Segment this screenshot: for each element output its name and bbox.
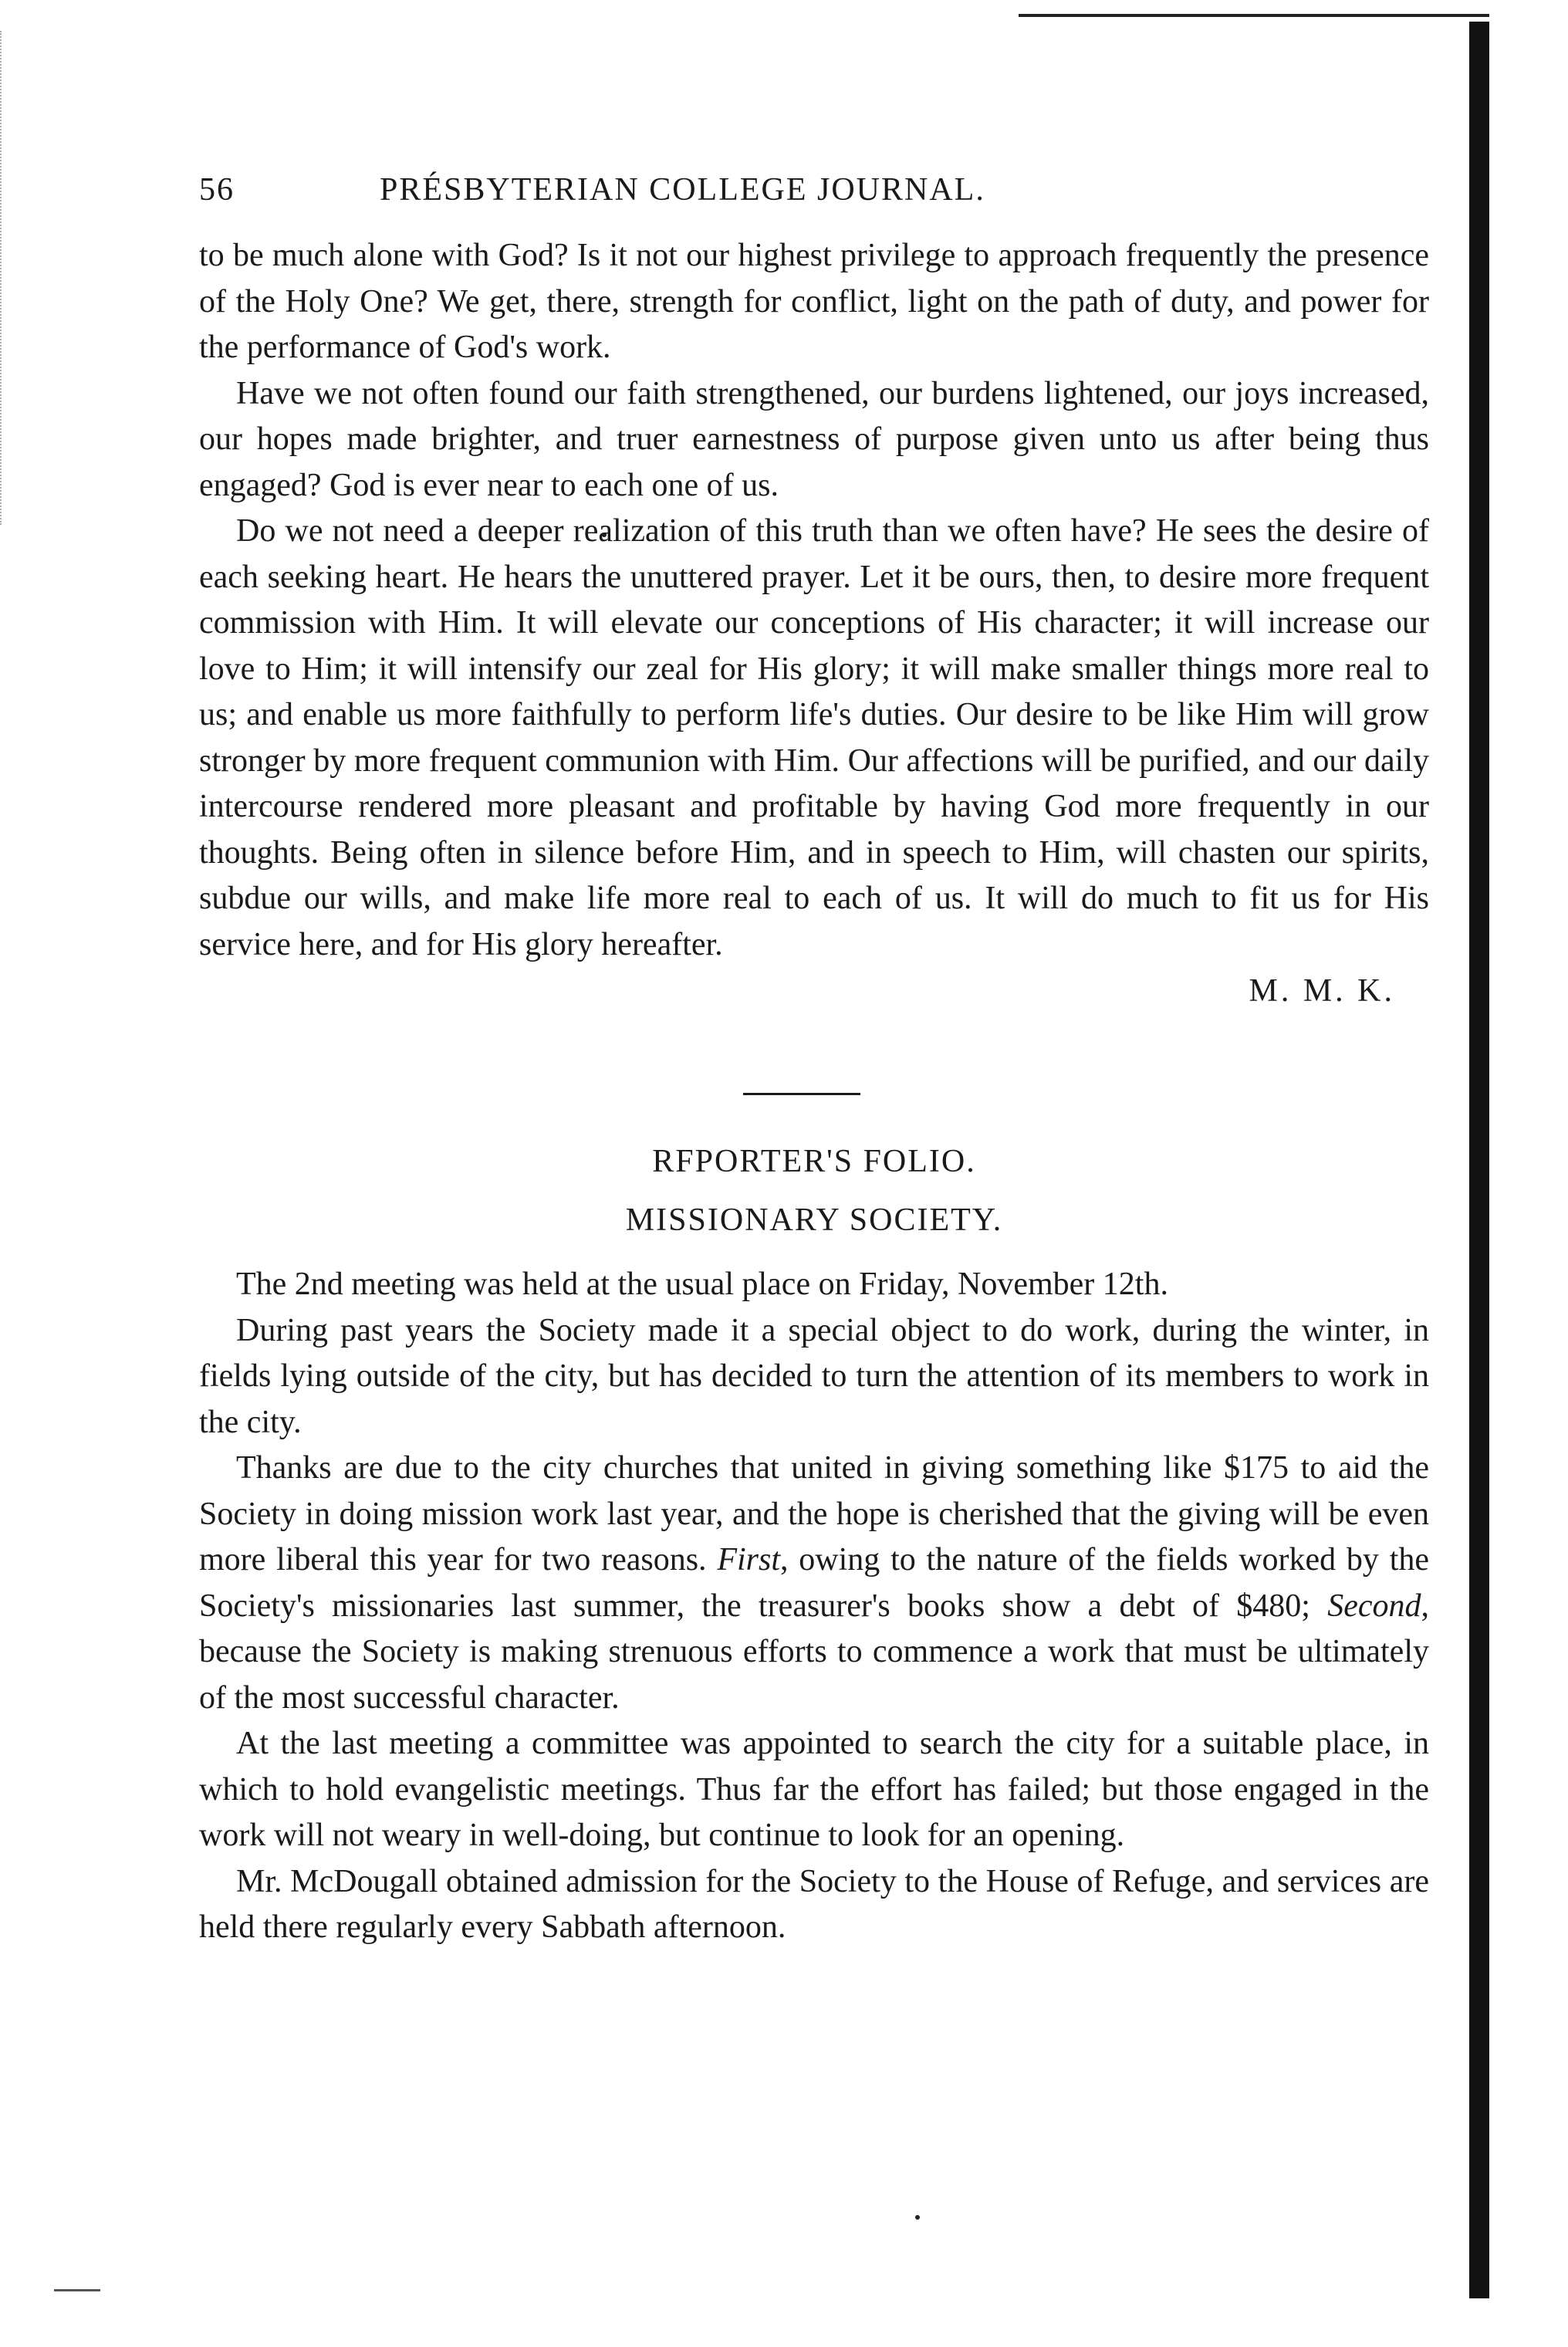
folio-paragraph-2: During past years the Society made it a special object to do work, during the winter, in fields lying outside of the city, but has decided to turn the attention of its members to work in the city. bbox=[199, 1312, 1429, 1440]
page-number: 56 bbox=[199, 172, 235, 208]
scan-bottom-mark bbox=[54, 2289, 100, 2291]
section-subheading: MISSIONARY SOCIETY. bbox=[625, 1202, 1003, 1238]
scan-binding-edge bbox=[1469, 22, 1489, 2298]
section-heading: RFPORTER'S FOLIO. bbox=[652, 1144, 976, 1179]
author-signature: M. M. K. bbox=[1249, 973, 1395, 1009]
article-paragraph-1: to be much alone with God? Is it not our highest privilege to approach frequently the presence of the Holy One? We get, there, strength for conflict, light on the path of duty, and power for the performance of God's work. bbox=[199, 238, 1429, 365]
folio-paragraph-4: At the last meeting a committee was appointed to search the city for a suitable place, in which to hold evangelistic meetings. Thus far the effort has failed; but those engaged in the work will not weary in well-doing, but continue to look for an opening. bbox=[199, 1726, 1429, 1853]
first-reason-text: , owing to the nature of the fields worked by the Society's missionaries last summer, the treasurer's books show a debt of $480; bbox=[199, 1542, 1430, 1624]
article-paragraph-3: Do we not need a deeper realization of this truth than we often have? He sees the desire of each seeking heart. He hears the unuttered prayer. Let it be ours, then, to desire more frequent commission with Him. It will elevate our conceptions of His character; it will increase our love to Him; it will intensify our zeal for His glory; it will make smaller things more real to us; and enable us more faithfully to perform life's duties. Our desire to be like Him will grow stronger by more frequent communion with Him. Our affections will be purified, and our daily intercourse rendered more pleasant and profitable by having God more frequently in our thoughts. Being often in silence before Him, and in speech to Him, will chasten our spirits, subdue our wills, and make life more real to each of us. It will do much to fit us for His service here, and for His glory hereafter. bbox=[199, 513, 1429, 962]
folio-paragraph-1: The 2nd meeting was held at the usual place on Friday, November 12th. bbox=[236, 1267, 1168, 1302]
folio-paragraph-3-intro: Thanks are due to the city churches that united in giving something like $175 to aid the Society in doing mission work last year, and the hope is cherished that the giving will be even more liberal this year for two reasons. bbox=[199, 1450, 1429, 1578]
folio-paragraph-3 bbox=[199, 1446, 1429, 1721]
journal-page bbox=[199, 171, 1429, 1951]
section-divider bbox=[743, 1093, 860, 1095]
running-header bbox=[199, 171, 1429, 233]
article-paragraph-2: Have we not often found our faith strengthened, our burdens lightened, our joys increased, our hopes made brighter, and truer earnestness of purpose given unto us after being thus engaged? God is ever near to each one of us. bbox=[199, 375, 1429, 503]
scan-speck bbox=[915, 2215, 920, 2220]
folio-paragraph-5: Mr. McDougall obtained admission for the Society to the House of Refuge, and services are held there regularly every Sabbath afternoon. bbox=[199, 1863, 1429, 1945]
second-reason-label: Second bbox=[1327, 1588, 1421, 1624]
first-reason-label: First bbox=[717, 1542, 781, 1578]
scan-left-edge-specks bbox=[0, 31, 40, 525]
journal-title: PRÉSBYTERIAN COLLEGE JOURNAL. bbox=[380, 172, 985, 208]
second-reason-text: , because the Society is making strenuous efforts to commence a work that must be ultimately of the most successful character. bbox=[199, 1588, 1429, 1716]
scan-top-rule bbox=[1019, 14, 1489, 17]
